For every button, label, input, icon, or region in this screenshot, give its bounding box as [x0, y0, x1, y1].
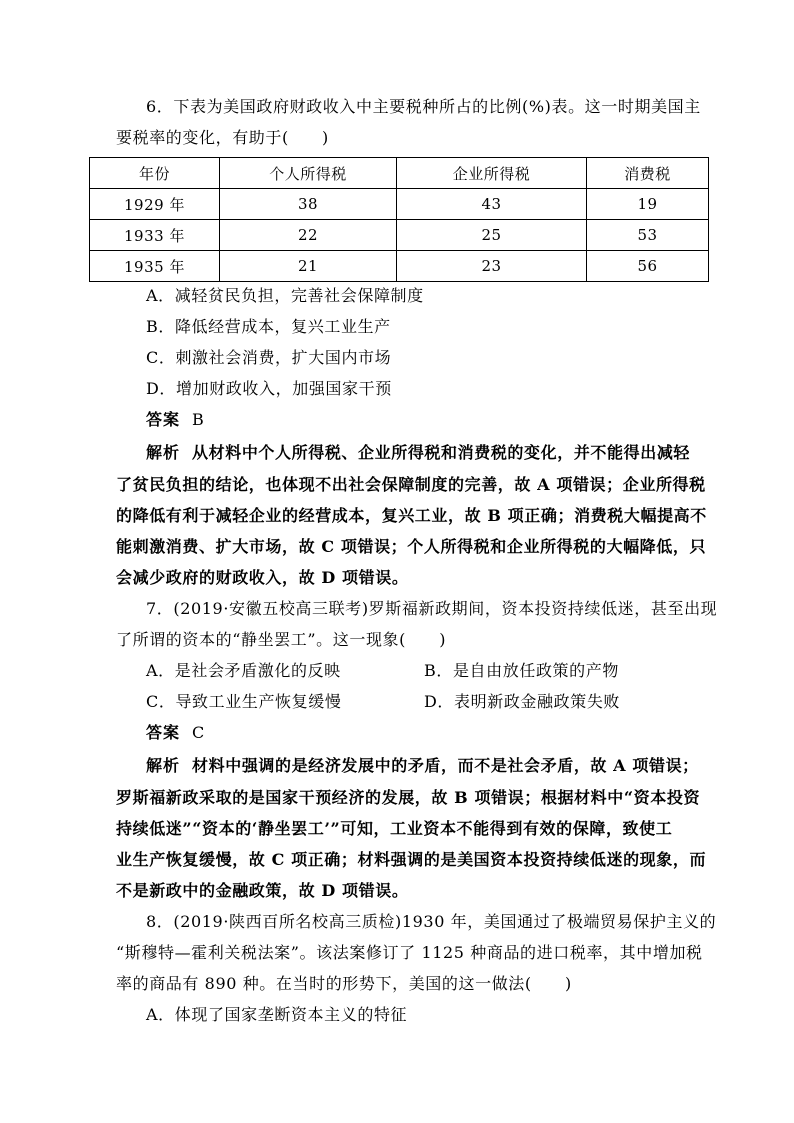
answer-label: 答案 [146, 410, 181, 429]
table-cell: 56 [587, 251, 709, 282]
table-cell: 1929 年 [90, 189, 220, 220]
q7-analysis-line1 [146, 755, 746, 777]
q6-analysis-line4: 能刺激消费、扩大市场，故 C 项错误；个人所得税和企业所得税的大幅降低，只 [116, 537, 707, 556]
analysis-text: 从材料中个人所得税、企业所得税和消费税的变化，并不能得出减轻 [192, 443, 691, 462]
tax-ratio-table [89, 157, 709, 282]
table-header-cell: 年份 [90, 158, 220, 189]
q6-option-b[interactable]: B．降低经营成本，复兴工业生产 [146, 317, 391, 336]
q7-options-row2 [146, 691, 746, 713]
q6-option-d[interactable]: D．增加财政收入，加强国家干预 [146, 379, 392, 398]
table-header-cell: 企业所得税 [397, 158, 587, 189]
table-cell: 53 [587, 220, 709, 251]
q6-answer [146, 409, 746, 431]
q7-options-row1 [146, 660, 746, 682]
answer-value: C [192, 723, 205, 742]
analysis-label: 解析 [146, 756, 181, 775]
q7-option-a[interactable]: A．是社会矛盾激化的反映 [146, 661, 341, 680]
q8-stem-line1: 8．(2019·陕西百所名校高三质检)1930 年，美国通过了极端贸易保护主义的 [146, 912, 717, 931]
table-cell: 43 [397, 189, 587, 220]
q7-option-c[interactable]: C．导致工业生产恢复缓慢 [146, 692, 342, 711]
q7-stem-line2: 了所谓的资本的“静坐罢工”。这一现象( ) [116, 630, 447, 649]
q6-analysis-line2: 了贫民负担的结论，也体现不出社会保障制度的完善，故 A 项错误；企业所得税 [116, 475, 706, 494]
q7-analysis-line3: 持续低迷”“资本的‘静坐罢工’”可知，工业资本不能得到有效的保障，致使工 [116, 819, 673, 838]
analysis-label: 解析 [146, 443, 181, 462]
q6-analysis-line3: 的降低有利于减轻企业的经营成本，复兴工业，故 B 项正确；消费税大幅提高不 [116, 506, 707, 525]
table-row [90, 251, 709, 282]
q6-stem-line1: 6．下表为美国政府财政收入中主要税种所占的比例(%)表。这一时期美国主 [146, 97, 701, 116]
q7-option-d[interactable]: D．表明新政金融政策失败 [424, 692, 621, 711]
q6-stem-line2: 要税率的变化，有助于( ) [116, 128, 329, 147]
table-row [90, 189, 709, 220]
q7-option-b[interactable]: B．是自由放任政策的产物 [424, 661, 619, 680]
table-cell: 38 [220, 189, 397, 220]
table-header-row [90, 158, 709, 189]
table-cell: 22 [220, 220, 397, 251]
answer-label: 答案 [146, 723, 181, 742]
q7-analysis-line4: 业生产恢复缓慢，故 C 项正确；材料强调的是美国资本投资持续低迷的现象，而 [116, 850, 707, 869]
q8-stem-line2: “斯穆特—霍利关税法案”。该法案修订了 1125 种商品的进口税率，其中增加税 [116, 943, 703, 962]
q8-option-a[interactable]: A．体现了国家垄断资本主义的特征 [146, 1005, 408, 1024]
analysis-text: 材料中强调的是经济发展中的矛盾，而不是社会矛盾，故 A 项错误； [192, 756, 699, 775]
answer-value: B [192, 410, 205, 429]
table-cell: 23 [397, 251, 587, 282]
table-cell: 21 [220, 251, 397, 282]
q6-analysis-line5: 会减少政府的财政收入，故 D 项错误。 [116, 568, 409, 587]
table-cell: 1933 年 [90, 220, 220, 251]
table-cell: 1935 年 [90, 251, 220, 282]
q6-analysis-line1 [146, 442, 746, 464]
table-header-cell: 个人所得税 [220, 158, 397, 189]
table-cell: 19 [587, 189, 709, 220]
q8-stem-line3: 率的商品有 890 种。在当时的形势下，美国的这一做法( ) [116, 974, 572, 993]
q7-stem-line1: 7．(2019·安徽五校高三联考)罗斯福新政期间，资本投资持续低迷，甚至出现 [146, 599, 718, 618]
q7-analysis-line5: 不是新政中的金融政策，故 D 项错误。 [116, 881, 409, 900]
q7-answer [146, 722, 746, 744]
q7-analysis-line2: 罗斯福新政采取的是国家干预经济的发展，故 B 项错误；根据材料中“资本投资 [116, 788, 701, 807]
q6-option-c[interactable]: C．刺激社会消费，扩大国内市场 [146, 348, 392, 367]
table-cell: 25 [397, 220, 587, 251]
table-row [90, 220, 709, 251]
table-header-cell: 消费税 [587, 158, 709, 189]
q6-option-a[interactable]: A．减轻贫民负担，完善社会保障制度 [146, 286, 424, 305]
